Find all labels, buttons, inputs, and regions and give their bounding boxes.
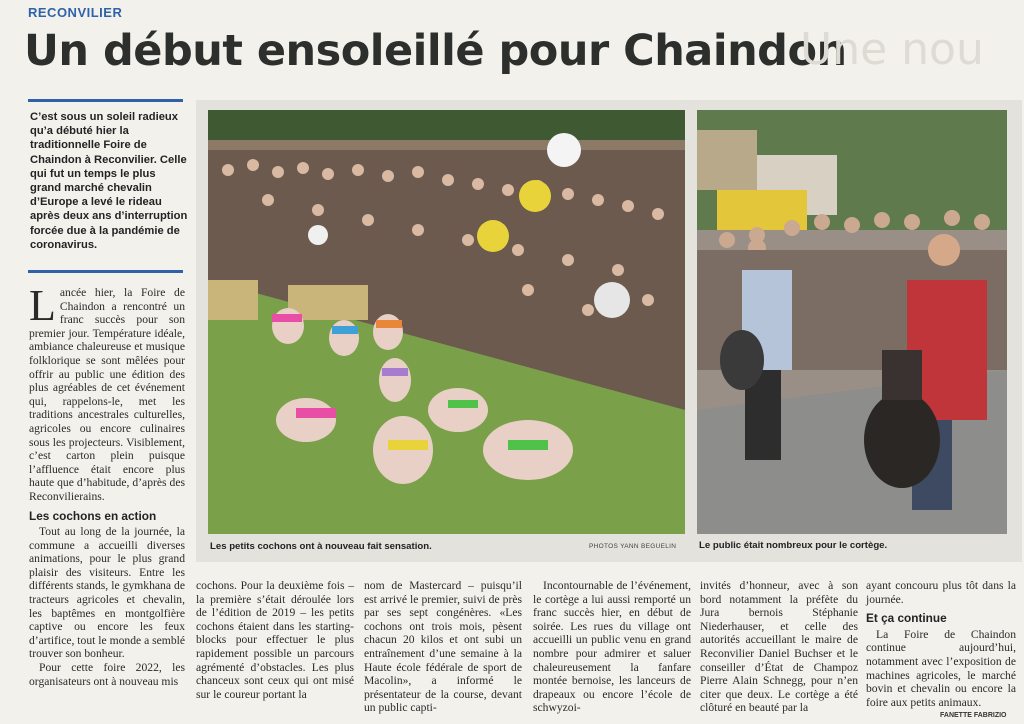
article-headline: Un début ensoleillé pour Chaindon (24, 26, 847, 76)
body-paragraph-guests: invités d’honneur, avec à son bord notamment la préfète du Jura bernois Stéphanie Niederhauser, et celle des autorités accueillant le maire de Reconvilier Daniel Buchser et le conseiller d’État de Champoz Pierre Alain Schnegg, pour n’en citer que deux. Le cortège a été clôturé en beauté par la (700, 579, 858, 715)
drop-cap: L (29, 281, 56, 330)
caption-piglets: Les petits cochons ont à nouveau fait sensation. (210, 541, 432, 552)
cortege-illustration (697, 110, 1007, 534)
caption-cortege: Le public était nombreux pour le cortège. (699, 540, 888, 551)
lead-paragraph: C’est sous un soleil radieux qu’a débuté hier la traditionnelle Foire de Chaindon à Reconvilier. Celle qui fut un temps le plus grand marché chevalin d’Europe a levé le rideau après deux ans d’interruption forcée due à la pandémie de coronavirus. (30, 111, 188, 251)
piglets-illustration (208, 110, 685, 534)
body-column-4 (533, 579, 691, 715)
body-paragraph-activities: Tout au long de la journée, la commune a accueilli diverses animations, pour le plus grand plaisir des visiteurs. Entre les différents stands, le gymkhana de tracteurs agricoles et chevalin, les baptêmes en montgolfière captive ou encore les feux d’artifice, tout le monde a semblé trouver son bonheur. (29, 525, 185, 661)
photo-cortege (697, 110, 1007, 534)
body-column-6 (866, 579, 1016, 709)
body-paragraph-competed: ayant concouru plus tôt dans la journée. (866, 579, 1016, 606)
photo-piglets (208, 110, 685, 534)
section-kicker: RECONVILIER (28, 5, 123, 20)
subhead-pigs: Les cochons en action (29, 508, 157, 523)
photo-credit: PHOTOS YANN BEGUELIN (589, 543, 677, 550)
body-paragraph-cortege: Incontournable de l’événement, le cortège a lui aussi remporté un franc succès hier, en début de soirée. Les rues du village ont accueilli un public venu en grand nombre pour admirer et saluer chaleureusement la fanfare montée bernoise, les lanceurs de drapeaux ou encore l’école de schwyzoi- (533, 579, 691, 715)
body-paragraph-winner: nom de Mastercard – puisqu’il est arrivé le premier, suivi de près par ses sept congénères. «Les cochons ont trois mois, pèsent chacun 20 kilos et ont subi un entraînement d’une semaine à la Haute école fédérale de sport de Macolin», a informé le présentateur de la course, devant un public capti- (364, 579, 522, 715)
body-column-3 (364, 579, 522, 715)
body-intro: ancée hier, la Foire de Chaindon a rencontré un franc succès pour son premier jour. Température idéale, ambiance chaleureuse et musique folklorique se sont mêlées pour offrir au public une édition des plus agréables de cet événement qui, rappelons-le, met les traditions ancestrales culturelles, agricoles ou encore culinaires sous les projecteurs. Visiblement, c’est carton plein puisque l’affluence était encore plus haute que d’habitude, d’après des Reconvilierains. (29, 286, 185, 503)
body-paragraph-continues: La Foire de Chaindon continue aujourd’hui, notamment avec l’exposition de machines agricoles, le marché bovin et chevalin ou encore la foire aux petits animaux. (866, 627, 1016, 709)
body-paragraph-organisers: Pour cette foire 2022, les organisateurs ont à nouveau mis (29, 661, 185, 688)
body-paragraph-race: cochons. Pour la deuxième fois – la première s’était déroulée lors de l’édition de 2019 – les petits cochons étaient dans les starting-blocks pour effectuer le plus rapidement possible un parcours agrémenté d’obstacles. Les plus chanceux sont ceux qui ont misé sur le coureur portant la (196, 579, 354, 701)
author-signature: FANETTE FABRIZIO (940, 712, 1007, 719)
subhead-continues: Et ça continue (866, 611, 947, 626)
lead-bottom-rule (28, 270, 183, 273)
lead-top-rule (28, 99, 183, 102)
bleed-through-headline: Une nou (800, 24, 984, 75)
body-column-2 (196, 579, 354, 701)
body-column-1 (29, 281, 185, 688)
body-column-5 (700, 579, 858, 715)
